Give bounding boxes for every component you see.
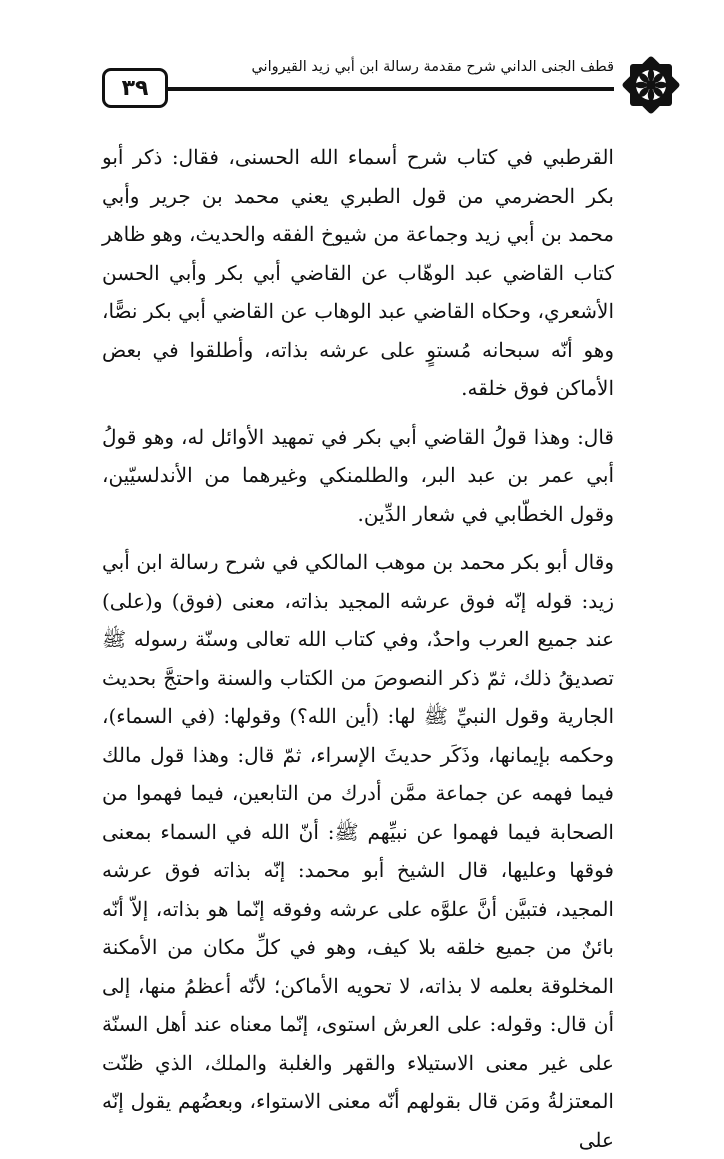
paragraph-2: قال: وهذا قولُ القاضي أبي بكر في تمهيد الأوائل له، وهو قولُ أبي عمر بن عبد البر، والطلمنكي وغيرهما من الأندلسيّين، وقول الخطّابي في شعار الدِّين. <box>102 424 614 526</box>
page-header <box>102 50 686 120</box>
paragraph-1: القرطبي في كتاب شرح أسماء الله الحسنى، فقال: ذكر أبو بكر الحضرمي من قول الطبري يعني محمد بن جرير وأبي محمد بن أبي زيد وجماعة من شيوخ الفقه والحديث، وهو ظاهر كتاب القاضي عبد الوهّاب عن القاضي أبي بكر وأبي الحسن الأشعري، وحكاه القاضي عبد الوهاب عن القاضي أبي بكر نصًّا، وهو أنّه سبحانه مُستوٍ على عرشه بذاته، وأطلقوا في بعض الأماكن فوق خلقه. <box>102 145 614 400</box>
page-number: ٣٩ <box>102 68 168 108</box>
star-ornament-icon <box>616 50 686 120</box>
paragraph-3: وقال أبو بكر محمد بن موهب المالكي في شرح رسالة ابن أبي زيد: قوله إنّه فوق عرشه المجيد بذاته، معنى (فوق) و(على) عند جميع العرب واحدٌ، وفي كتاب الله تعالى وسنّة رسوله ﷺ تصديقُ ذلك، ثمّ ذكر النصوصَ من الكتاب والسنة واحتجَّ بحديث الجارية وقول النبيِّ ﷺ لها: (أين الله؟) وقولها: (في السماء)، وحكمه بإيمانها، وذَكَر حديثَ الإسراء، ثمّ قال: وهذا قول مالك فيما فهمه عن جماعة ممَّن أدرك من التابعين، فيما فهموا من الصحابة فيما فهموا عن نبيِّهم ﷺ: أنّ الله في السماء بمعنى فوقها وعليها، قال الشيخ أبو محمد: إنّه بذاته فوق عرشه المجيد، فتبيَّن أنَّ علوَّه على عرشه وفوقه إنّما هو بذاته، إلاّ أنّه بائنٌ من جميع خلقه بلا كيف، وهو في كلِّ مكان من الأمكنة المخلوقة بعلمه لا بذاته، لا تحويه الأماكن؛ لأنّه أعظمُ منها، إلى أن قال: وقوله: على العرش استوى، إنّما معناه عند أهل السنّة على غير معنى الاستيلاء والقهر والغلبة والملك، الذي ظنّت المعتزلةُ ومَن قال بقولهم أنّه معنى الاستواء، وبعضُهم يقول إنّه على <box>102 550 615 1152</box>
book-title: قطف الجنى الداني شرح مقدمة رسالة ابن أبي زيد القيرواني <box>251 59 614 75</box>
page-body <box>102 138 614 1159</box>
header-rule <box>168 87 614 91</box>
